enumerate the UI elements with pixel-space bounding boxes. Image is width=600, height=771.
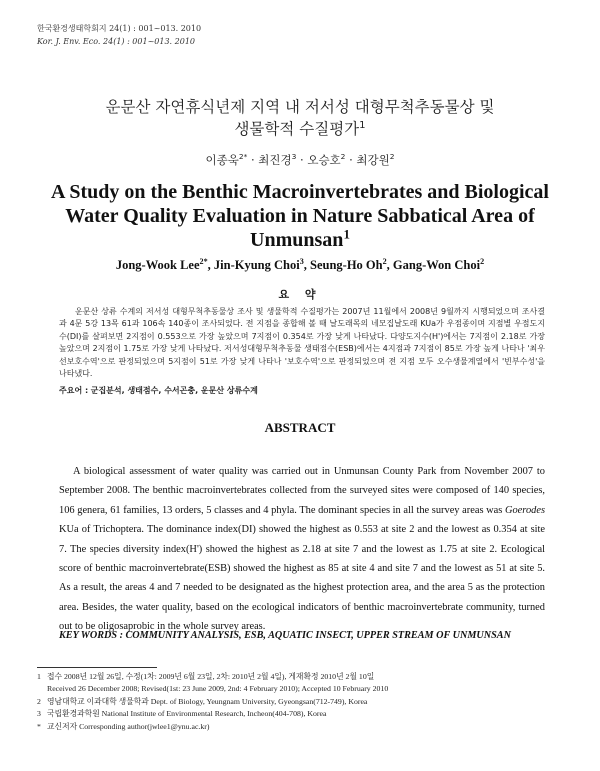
english-abstract-heading: ABSTRACT xyxy=(264,420,336,435)
english-title-footnote-mark: 1 xyxy=(343,226,350,242)
korean-title-line1: 운문산 자연휴식년제 지역 내 저서성 대형무척추동물상 및 xyxy=(105,98,495,116)
journal-citation-korean: 한국환경생태학회지 24(1) : 001~013. 2010 xyxy=(37,24,202,33)
footnote-mark: 2 xyxy=(37,696,41,706)
footnote-divider xyxy=(37,667,157,668)
korean-author-affiliation-mark: 2 xyxy=(340,152,346,162)
korean-keywords xyxy=(59,385,545,396)
journal-header xyxy=(37,22,201,48)
english-author: Seung-Ho Oh xyxy=(310,258,383,272)
footnote-text: 영남대학교 이과대학 생물학과 Dept. of Biology, Yeungnam University, Gyeongsan(712-749), Korea xyxy=(47,696,368,706)
english-title xyxy=(40,180,560,252)
english-title-line3 xyxy=(40,228,560,252)
english-keywords: KEY WORDS : COMMUNITY ANALYSIS, ESB, AQUATIC INSECT, UPPER STREAM OF UNMUNSAN xyxy=(59,630,511,641)
english-title-line1: A Study on the Benthic Macroinvertebrates and Biological xyxy=(51,181,549,203)
korean-authors xyxy=(0,152,600,168)
korean-author-affiliation-mark: 3 xyxy=(291,152,297,162)
english-author-separator: , xyxy=(386,258,393,272)
footnote-text: 교신저자 Corresponding author(jwlee1@ynu.ac.kr) xyxy=(47,721,210,731)
korean-abstract xyxy=(59,306,545,380)
english-author-separator: , xyxy=(303,258,310,272)
english-author-separator: , xyxy=(207,258,214,272)
korean-keywords-label: 주요어 : xyxy=(59,386,89,395)
korean-abstract-heading: 요 약 xyxy=(278,288,322,301)
korean-author-separator: · xyxy=(296,153,308,167)
footnote xyxy=(37,683,547,695)
korean-title xyxy=(0,96,600,140)
korean-author-affiliation-mark: 2 xyxy=(389,152,395,162)
english-abstract-part2: KUa of Trichoptera. The dominance index(DI) showed the highest as 0.553 at site 2 and the lowest as 0.354 at site 7. The species diversity index(H') showed the highest as 2.18 at site 7 and the lowest as 1.75 at site 2. Ecological score of benthic macroinvertebrate(ESB) showed the highest as 85 at site 4 and site 7 and the lowest as 51 at site 5. As a result, the areas 4 and 7 needed to be designated as the highest protection area, and the area 5 as the protection area. Besides, the water quality, based on the ecological indicators of benthic macroinvertebrate community, turned out to be oligosaprobic in the whole survey areas. xyxy=(59,524,545,633)
korean-title-line2-text: 생물학적 수질평가 xyxy=(234,120,360,138)
english-abstract-part1: A biological assessment of water quality was carried out in Unmunsan County Park from November 2007 to September 2008. The benthic macroinvertebrates collected from the surveyed sites were composed of 140 species, 106 genera, 61 families, 13 orders, 5 classes and 4 phyla. The dominant species in all the survey areas was xyxy=(59,466,545,516)
english-author-affiliation-mark: 3 xyxy=(299,256,304,266)
footnote xyxy=(37,708,547,720)
korean-author: 최진경 xyxy=(258,153,292,167)
english-abstract xyxy=(59,462,545,637)
footnote-mark: 3 xyxy=(37,709,41,719)
english-title-line3-text: Unmunsan xyxy=(250,229,344,251)
korean-author: 오승호 xyxy=(307,153,341,167)
english-title-line2: Water Quality Evaluation in Nature Sabbatical Area of xyxy=(65,205,535,227)
korean-author: 최강원 xyxy=(356,153,390,167)
english-author: Gang-Won Choi xyxy=(392,258,481,272)
footnote-mark: 1 xyxy=(37,672,41,681)
korean-author-separator: · xyxy=(247,153,259,167)
footnote xyxy=(37,696,547,708)
korean-title-footnote-mark: 1 xyxy=(359,119,366,131)
footnote xyxy=(37,671,547,683)
journal-citation-english: Kor. J. Env. Eco. 24(1) : 001~013. 2010 xyxy=(37,37,195,46)
english-author-affiliation-mark: 2 xyxy=(480,256,485,266)
english-abstract-body xyxy=(59,462,545,637)
footnote-text: Received 26 December 2008; Revised(1st: 23 June 2009, 2nd: 4 February 2010); Accepted 10 February 2010 xyxy=(47,684,389,694)
english-author-affiliation-mark: 2* xyxy=(199,256,208,266)
english-author: Jong-Wook Lee xyxy=(115,258,200,272)
korean-author: 이종욱 xyxy=(205,153,239,167)
footnotes xyxy=(37,671,547,733)
english-abstract-species: Goerodes xyxy=(504,504,545,516)
footnote-text: 국립환경과학원 National Institute of Environmental Research, Incheon(404-708), Korea xyxy=(47,709,327,719)
korean-author-affiliation-mark: 2* xyxy=(238,152,248,162)
korean-title-line2 xyxy=(0,118,600,140)
english-authors xyxy=(0,258,600,273)
footnote-text: 접수 2008년 12월 26일, 수정(1차: 2009년 6월 23일, 2차: 2010년 2월 4일), 게재확정 2010년 2월 10일 xyxy=(47,672,375,681)
korean-keywords-text: 군집분석, 생태점수, 수서곤충, 운문산 상류수계 xyxy=(90,386,258,395)
footnote xyxy=(37,721,547,733)
english-author-affiliation-mark: 2 xyxy=(382,256,387,266)
korean-author-separator: · xyxy=(345,153,357,167)
footnote-mark: * xyxy=(37,721,41,731)
korean-abstract-body: 운문산 상류 수계의 저서성 대형무척추동물상 조사 및 생물학적 수질평가는 2007년 11월에서 2008년 9월까지 시행되었으며 조사결과 4문 5강 13목 61과 106속 140종이 조사되었다. 전 지점을 종합해 볼 때 날도래목의 네모집날도래 KUa가 우점종이며 지점별 우점도지수(DI)를 살펴보면 2지점이 0.553으로 가장 높았으며 7지점이 0.354로 가장 낮게 나타났다. 다양도지수(H')에서는 7지점이 2.18로 가장 높았으며 2지점이 1.75로 가장 낮게 나타났다. 저서성대형무척추동물 생태점수(ESB)에서는 4지점과 7지점이 85로 가장 높게 나타나 '최우선보호수역'으로 판정되었으며 5지점이 51로 가장 낮게 나타나 '보호수역'으로 판정되었으며 전 지점 모두 오수생물계열에서 '빈부수성'을 나타냈다. xyxy=(59,307,545,379)
english-author: Jin-Kyung Choi xyxy=(213,258,300,272)
